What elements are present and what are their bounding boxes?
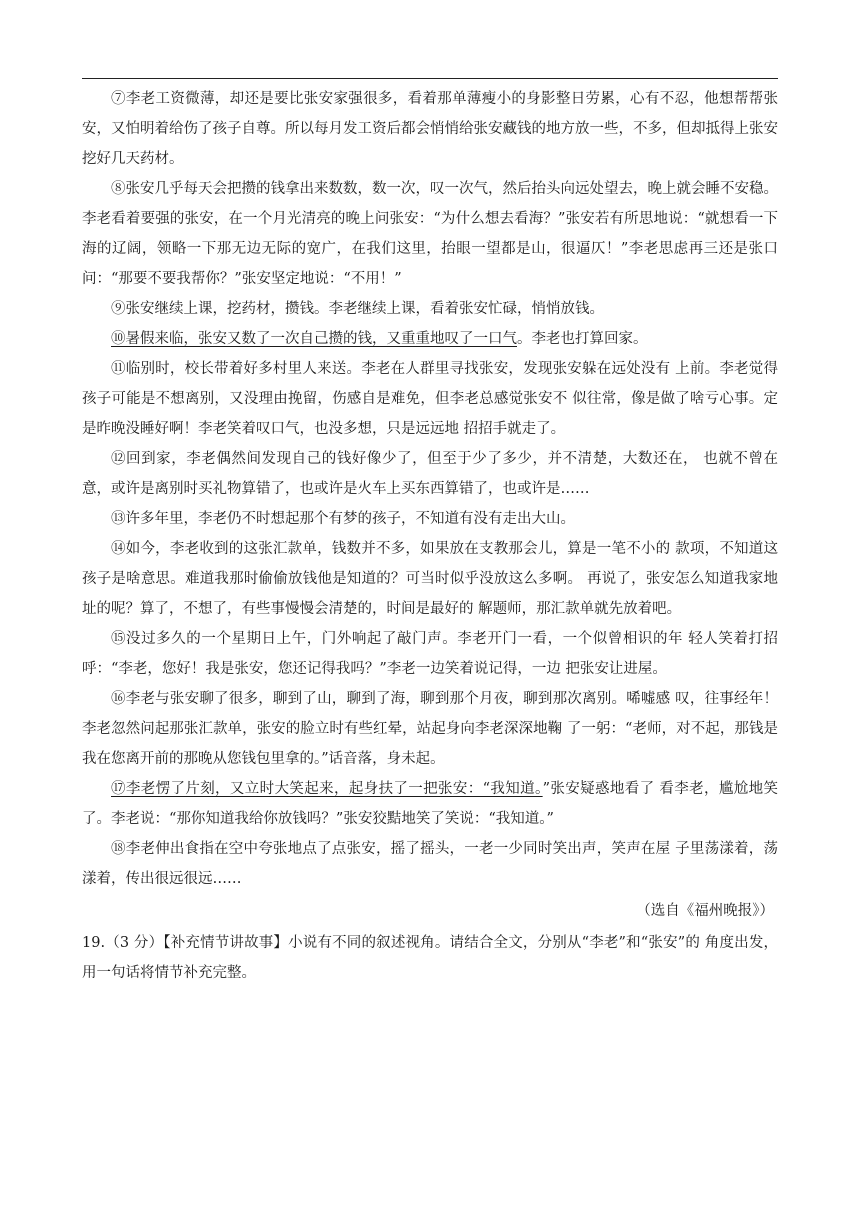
paragraph-17-text: ”张安疑惑地看了 看李老，尴尬地笑了。李老说：“那你知道我给你放钱吗？”张安狡黠地笑了笑说：“我知道。” (82, 781, 778, 827)
paragraph-11 (82, 354, 778, 444)
paragraph-18 (82, 834, 778, 894)
paragraph-13 (82, 504, 778, 534)
source-citation: （选自《福州晚报》） (636, 903, 774, 919)
paragraph-8 (82, 174, 778, 294)
paragraph-8-text: ⑧张安几乎每天会把攒的钱拿出来数数，数一次，叹一次气，然后抬头向远处望去，晚上就会睡不安稳。李老看着要强的张安，在一个月光清亮的晚上问张安：“为什么想去看海？”张安若有所思地说：“就想看一下海的辽阔，领略一下那无边无际的宽广，在我们这里，抬眼一望都是山，很逼仄！”李老思虑再三还是张口问：“那要不要我帮你？”张安坚定地说：“不用！” (82, 181, 778, 287)
paragraph-9 (82, 294, 778, 324)
paragraph-10 (82, 324, 778, 354)
paragraph-10-underlined: ⑩暑假来临，张安又数了一次自己攒的钱，又重重地叹了一口气 (111, 331, 517, 347)
paragraph-13-text: ⑬许多年里，李老仍不时想起那个有梦的孩子，不知道有没有走出大山。 (111, 511, 575, 527)
document-page (82, 0, 778, 1216)
paragraph-7-text: ⑦李老工资微薄，却还是要比张安家强很多，看着那单薄瘦小的身影整日劳累，心有不忍，他想帮帮张安，又怕明着给伤了孩子自尊。所以每月发工资后都会悄悄给张安藏钱的地方放一些，不多，但却抵得上张安挖好几天药材。 (82, 91, 778, 167)
paragraph-16-text: ⑯李老与张安聊了很多，聊到了山，聊到了海，聊到那个月夜，聊到那次离别。唏嘘感 叹，往事经年！李老忽然问起那张汇款单，张安的脸立时有些红晕，站起身向李老深深地鞠 了一躬：“老师，对不起，那钱是我在您离开前的那晚从您钱包里拿的。”话音落，身未起。 (82, 691, 778, 767)
paragraph-12 (82, 444, 778, 504)
paragraph-17 (82, 774, 778, 834)
paragraph-12-text: ⑫回到家，李老偶然间发现自己的钱好像少了，但至于少了多少，并不清楚，大数还在， 也就不曾在意，或许是离别时买礼物算错了，也或许是火车上买东西算错了，也或许是…… (82, 451, 778, 497)
paragraph-15 (82, 624, 778, 684)
question-19: 19.（3 分）【补充情节讲故事】小说有不同的叙述视角。请结合全文，分别从“李老”和“张安”的 角度出发，用一句话将情节补充完整。 (82, 935, 778, 981)
paragraph-10-text: 。李老也打算回家。 (517, 331, 648, 347)
paragraph-15-text: ⑮没过多久的一个星期日上午，门外响起了敲门声。李老开门一看，一个似曾相识的年 轻人笑着打招呼：“李老，您好！我是张安，您还记得我吗？”李老一边笑着说记得，一边 把张安让进屋。 (82, 631, 778, 677)
paragraph-7 (82, 84, 778, 174)
article-body (82, 84, 778, 988)
header-rule (82, 78, 778, 79)
paragraph-14 (82, 534, 778, 624)
paragraph-9-text: ⑨张安继续上课，挖药材，攒钱。李老继续上课，看着张安忙碌，悄悄放钱。 (111, 301, 604, 317)
paragraph-11-text: ⑪临别时，校长带着好多村里人来送。李老在人群里寻找张安，发现张安躲在远处没有 上前。李老觉得孩子可能是不想离别，又没理由挽留，伤感自是难免，但李老总感觉张安不 似往常，像是做了啥亏心事。定是昨晚没睡好啊！李老笑着叹口气，也没多想，只是远远地 招招手就走了。 (82, 361, 778, 437)
paragraph-17-underlined: ⑰李老愣了片刻，又立时大笑起来，起身扶了一把张安：“我知道。 (111, 781, 543, 797)
paragraph-14-text: ⑭如今，李老收到的这张汇款单，钱数并不多，如果放在支教那会儿，算是一笔不小的 款项，不知道这孩子是啥意思。难道我那时偷偷放钱他是知道的？可当时似乎没放这么多啊。 再说了，张安怎么知道我家地址的呢？算了，不想了，有些事慢慢会清楚的，时间是最好的 解题师，那汇款单就先放着吧。 (82, 541, 778, 617)
paragraph-16 (82, 684, 778, 774)
paragraph-18-text: ⑱李老伸出食指在空中夸张地点了点张安，摇了摇头，一老一少同时笑出声，笑声在屋 子里荡漾着，荡漾着，传出很远很远…… (82, 841, 778, 887)
